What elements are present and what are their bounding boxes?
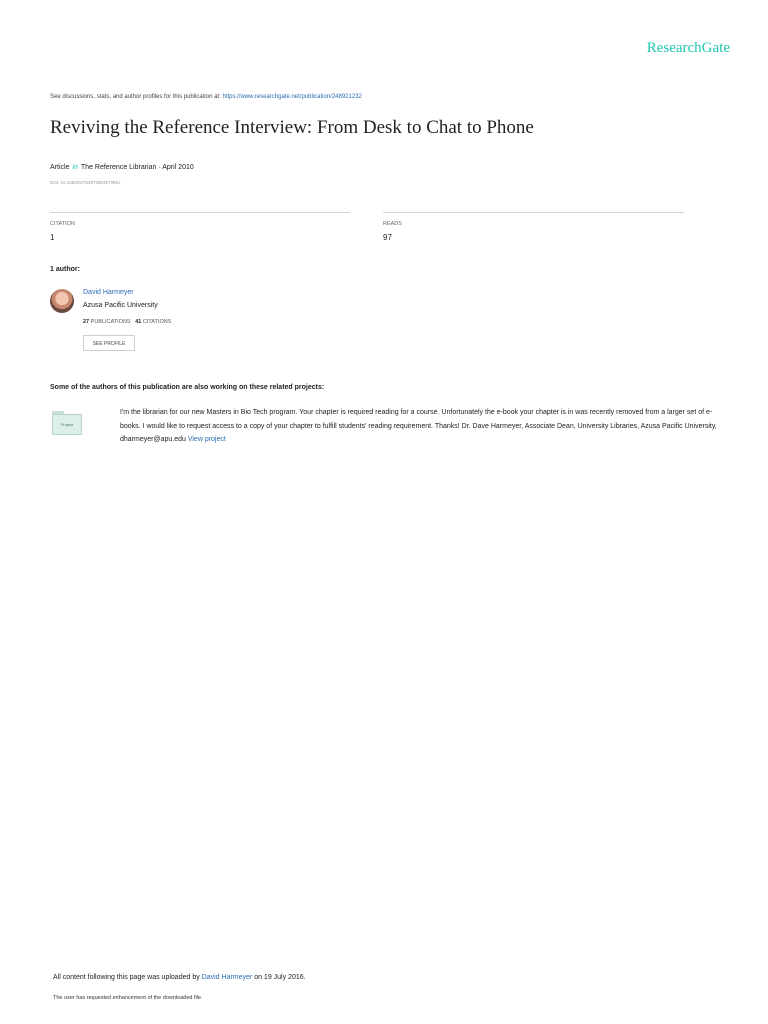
see-profile-button[interactable]: SEE PROFILE: [83, 335, 135, 351]
author-name-link[interactable]: David Harmeyer: [83, 289, 134, 296]
upload-note: [53, 974, 306, 981]
citations-label: CITATIONS: [142, 319, 172, 325]
project-label: Project: [60, 422, 74, 427]
publication-link[interactable]: https://www.researchgate.net/publication/248921232: [222, 94, 362, 100]
author-counts: [83, 319, 171, 325]
citation-value: 1: [50, 233, 55, 242]
article-doi: DOI: 10.1080/02763870903579851: [50, 180, 121, 185]
related-projects-heading: Some of the authors of this publication are also working on these related projects:: [50, 384, 325, 391]
citation-divider: [50, 212, 350, 213]
article-title: Reviving the Reference Interview: From Desk to Chat to Phone: [50, 117, 534, 138]
discussions-line: [50, 94, 362, 100]
enhancement-note: The user has requested enhancement of the downloaded file.: [53, 995, 203, 1001]
project-folder-icon[interactable]: [52, 411, 82, 435]
view-project-link[interactable]: View project: [187, 436, 226, 443]
uploaded-suffix: on 19 July 2016.: [254, 974, 306, 981]
author-affiliation: Azusa Pacific University: [83, 302, 158, 309]
reads-value: 97: [383, 233, 392, 242]
publications-count: 27: [83, 319, 90, 325]
citations-count: 41: [135, 319, 142, 325]
author-avatar[interactable]: [50, 289, 74, 313]
in-word: in: [72, 164, 78, 171]
article-type: Article: [50, 164, 70, 171]
discussions-prefix: See discussions, stats, and author profiles for this publication at:: [50, 94, 221, 100]
authors-heading: 1 author:: [50, 266, 80, 273]
reads-divider: [383, 212, 684, 213]
journal-name: The Reference Librarian · April 2010: [80, 164, 194, 171]
publications-label: PUBLICATIONS: [90, 319, 131, 325]
researchgate-logo: ResearchGate: [646, 40, 730, 56]
project-text: I'm the librarian for our new Masters in Bio Tech program. Your chapter is required reading for a course. Unfortunately the e-book your chapter is in was recently removed from a larger set of e-books. I would like to request access to a copy of your chapter to fulfill students' reading requirement. Thanks! Dr. Dave Harmeyer, Associate Dean, University Libraries, Azusa Pacific University, dharmeyer@apu.edu: [120, 409, 717, 443]
uploader-link[interactable]: David Harmeyer: [201, 974, 253, 981]
project-description: [120, 406, 718, 447]
uploaded-prefix: All content following this page was uploaded by: [53, 974, 200, 981]
citation-label: CITATION: [50, 221, 75, 227]
reads-label: READS: [383, 221, 402, 227]
article-meta: [50, 164, 194, 171]
